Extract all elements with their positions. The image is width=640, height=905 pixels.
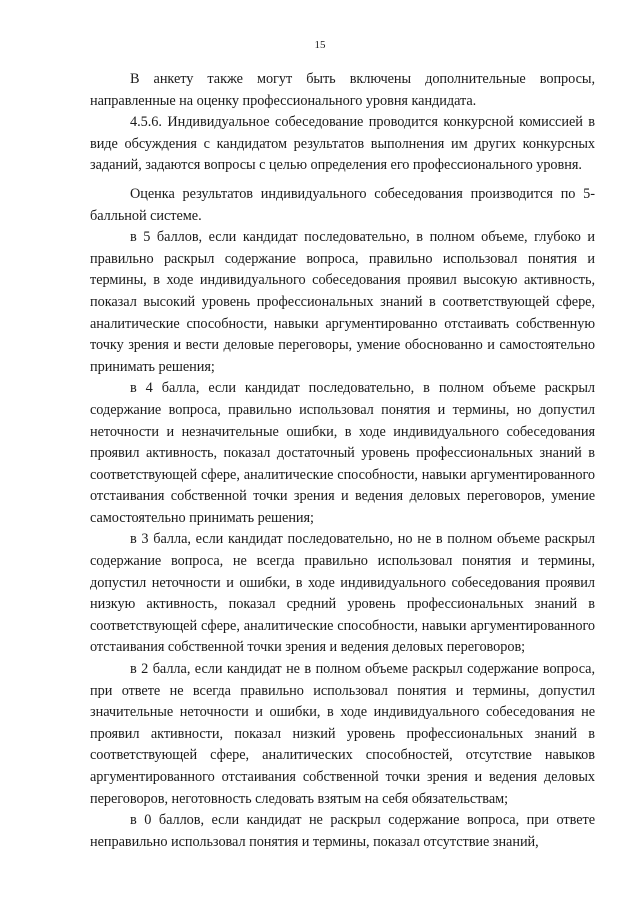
- document-body: [90, 69, 595, 853]
- paragraph-score-2: в 2 балла, если кандидат не в полном объеме раскрыл содержание вопроса, при ответе не всегда правильно использовал понятия и термины, допустил значительные неточности и ошибки, в ходе индивидуального собеседования не проявил активности, показал низкий уровень профессиональных знаний в соответствующей сфере, аналитических способностей, отсутствие навыков аргументированного отстаивания собственной точки зрения и ведения деловых переговоров, неготовность следовать взятым на себя обязательствам;: [90, 661, 595, 807]
- paragraph-score-4: в 4 балла, если кандидат последовательно, в полном объеме раскрыл содержание вопроса, правильно использовал понятия и термины, но допустил неточности и незначительные ошибки, в ходе индивидуального собеседования проявил активность, показал достаточный уровень профессиональных знаний в соответствующей сфере, аналитические способности, навыки аргументированного отстаивания собственной точки зрения и ведения деловых переговоров, умение самостоятельно принимать решения;: [90, 380, 595, 526]
- paragraph-score-5: в 5 баллов, если кандидат последовательно, в полном объеме, глубоко и правильно раскрыл содержание вопроса, правильно использовал понятия и термины, в ходе индивидуального собеседования проявил высокую активность, показал высокий уровень профессиональных знаний в соответствующей сфере, аналитические способности, навыки аргументированно отстаивать собственную точку зрения и вести деловые переговоры, умение обоснованно и самостоятельно принимать решения;: [90, 229, 595, 375]
- paragraph-evaluation-system: Оценка результатов индивидуального собеседования производится по 5-балльной системе.: [90, 185, 595, 224]
- page-number: 15: [314, 39, 326, 51]
- paragraph-score-3: в 3 балла, если кандидат последовательно, но не в полном объеме раскрыл содержание вопроса, не всегда правильно использовал понятия и термины, допустил неточности и ошибки, в ходе индивидуального собеседования проявил низкую активность, показал средний уровень профессиональных знаний в соответствующей сфере, аналитические способности, навыки аргументированного отстаивания собственной точки зрения и ведения деловых переговоров;: [90, 531, 595, 656]
- paragraph-additional-questions: В анкету также могут быть включены дополнительные вопросы, направленные на оценку профессионального уровня кандидата.: [90, 71, 595, 109]
- paragraph-score-0: в 0 баллов, если кандидат не раскрыл содержание вопроса, при ответе неправильно использовал понятия и термины, показал отсутствие знаний,: [90, 812, 595, 850]
- paragraph-section-4-5-6: 4.5.6. Индивидуальное собеседование проводится конкурсной комиссией в виде обсуждения с кандидатом результатов выполнения им других конкурсных заданий, задаются вопросы с целью определения его профессионального уровня.: [90, 114, 595, 174]
